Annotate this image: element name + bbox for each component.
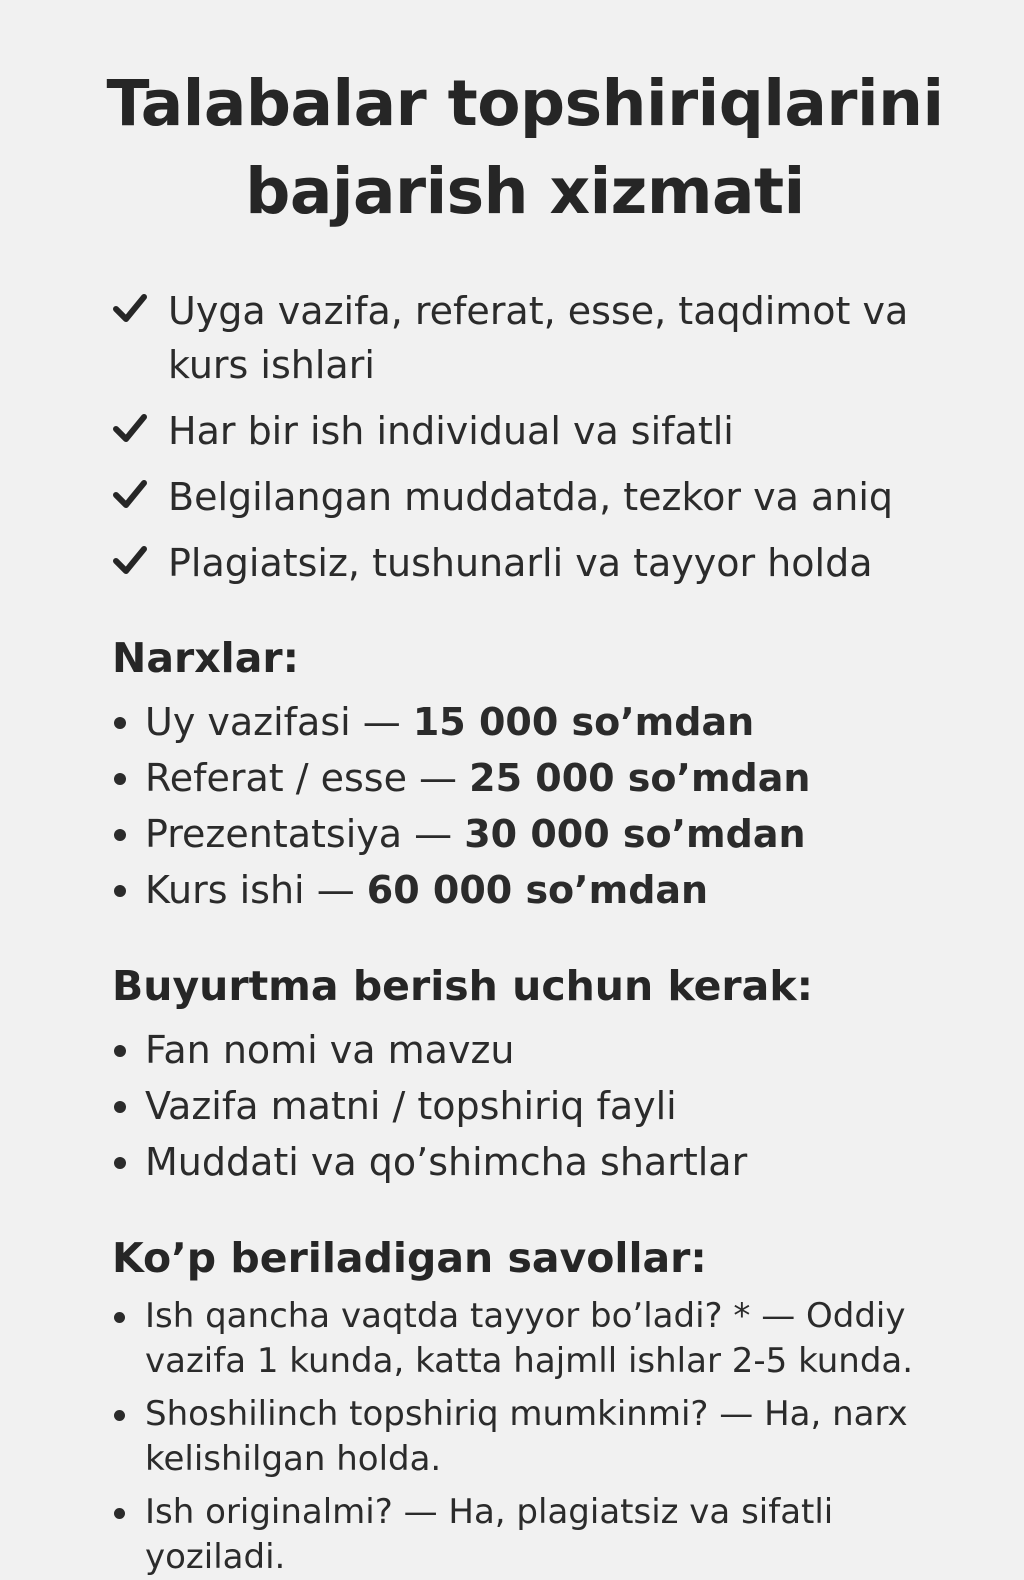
feature-item xyxy=(112,404,954,458)
price-name: Uy vazifasi xyxy=(145,700,351,744)
requirement-item xyxy=(112,1022,954,1078)
faq-item xyxy=(112,1490,954,1580)
requirements-list xyxy=(112,1022,954,1190)
feature-item xyxy=(112,470,954,524)
price-value: 15 000 so’mdan xyxy=(412,700,755,744)
check-icon xyxy=(112,476,148,512)
price-item xyxy=(112,806,954,862)
price-separator: — xyxy=(402,812,465,856)
feature-list xyxy=(112,284,954,590)
bullet-dot xyxy=(114,1045,126,1057)
check-icon xyxy=(112,410,148,446)
price-value: 25 000 so’mdan xyxy=(469,756,811,800)
feature-text: Uyga vazifa, referat, esse, taqdimot va kurs ishlari xyxy=(168,289,909,387)
requirement-text: Vazifa matni / topshiriq fayli xyxy=(145,1084,677,1128)
check-icon xyxy=(112,290,148,326)
price-item xyxy=(112,694,954,750)
price-item xyxy=(112,750,954,806)
check-icon xyxy=(112,542,148,578)
faq-item xyxy=(112,1392,954,1482)
requirement-item xyxy=(112,1078,954,1134)
bullet-dot xyxy=(114,885,126,897)
bullet-dot xyxy=(114,1312,125,1323)
requirement-text: Fan nomi va mavzu xyxy=(145,1028,515,1072)
faq-list xyxy=(112,1294,954,1580)
requirement-text: Muddati va qo’shimcha shartlar xyxy=(145,1140,748,1184)
price-item xyxy=(112,862,954,918)
bullet-dot xyxy=(114,1157,126,1169)
requirements-heading: Buyurtma berish uchun kerak: xyxy=(112,962,813,1010)
bullet-dot xyxy=(114,1410,125,1421)
feature-text: Har bir ish individual va sifatli xyxy=(168,409,734,453)
bullet-dot xyxy=(114,773,126,785)
bullet-dot xyxy=(114,1101,126,1113)
price-value: 30 000 so’mdan xyxy=(464,812,806,856)
feature-text: Plagiatsiz, tushunarli va tayyor holda xyxy=(168,541,873,585)
faq-text: Ish originalmi? — Ha, plagiatsiz va sifatli yoziladi. xyxy=(145,1492,834,1577)
page-title: Talabalar topshiriqlarini bajarish xizmati xyxy=(106,67,944,228)
price-separator: — xyxy=(350,700,413,744)
price-list xyxy=(112,694,954,918)
feature-item xyxy=(112,284,954,392)
price-value: 60 000 so’mdan xyxy=(366,868,709,912)
bullet-dot xyxy=(114,717,126,729)
feature-item xyxy=(112,536,954,590)
faq-text: Ish qancha vaqtda tayyor bo’ladi? * — Oddiy vazifa 1 kunda, katta hajmll ishlar 2-5 kunda. xyxy=(145,1296,914,1381)
feature-text: Belgilangan muddatda, tezkor va aniq xyxy=(168,475,894,519)
bullet-dot xyxy=(114,829,126,841)
price-name: Kurs ishi xyxy=(145,868,305,912)
faq-text: Shoshilinch topshiriq mumkinmi? — Ha, narx kelishilgan holda. xyxy=(145,1394,908,1479)
faq-heading: Ko’p beriladigan savollar: xyxy=(112,1234,707,1282)
price-separator: — xyxy=(304,868,367,912)
price-name: Referat / esse xyxy=(145,756,407,800)
price-name: Prezentatsiya xyxy=(145,812,403,856)
price-separator: — xyxy=(406,756,470,800)
requirement-item xyxy=(112,1134,954,1190)
prices-heading: Narxlar: xyxy=(112,634,299,682)
bullet-dot xyxy=(114,1508,125,1519)
faq-item xyxy=(112,1294,954,1384)
